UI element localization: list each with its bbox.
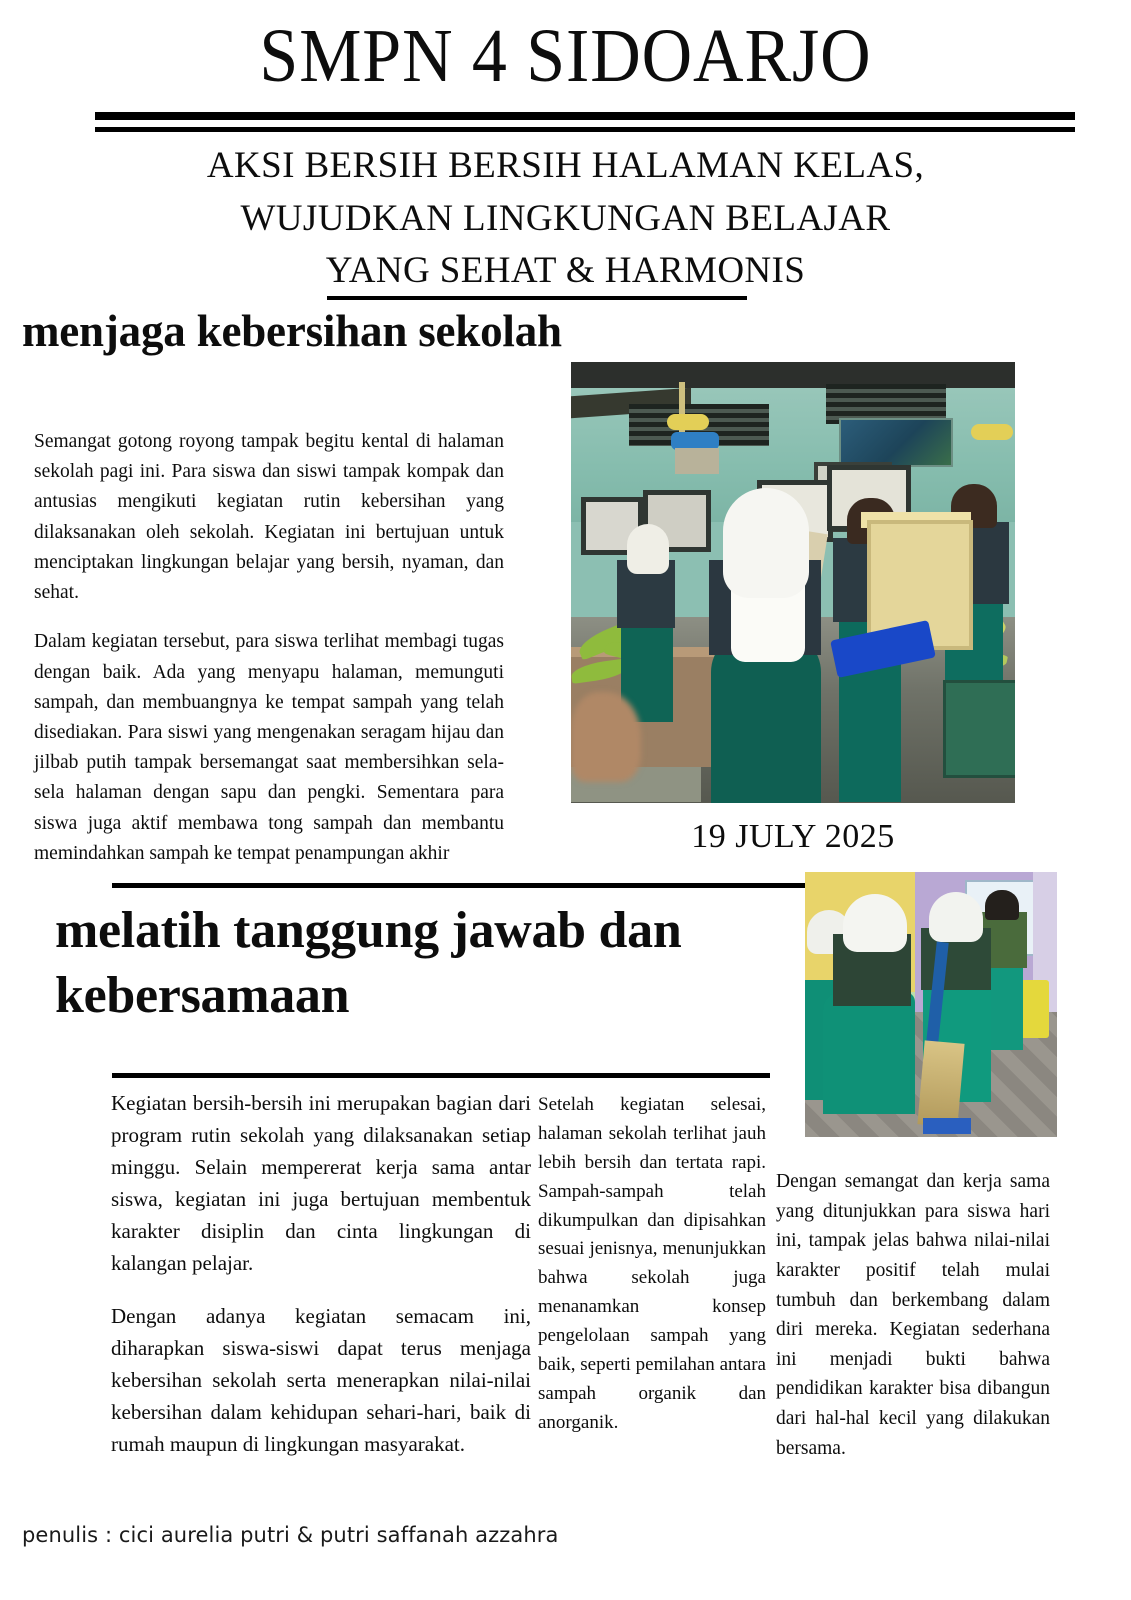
article-1-photo [571, 362, 1015, 803]
article-2-column-right [776, 1167, 1050, 1463]
page-title: SMPN 4 SIDOARJO [259, 14, 872, 98]
article-1-headline: menjaga kebersihan sekolah [22, 306, 562, 356]
masthead-divider-thin [95, 127, 1075, 132]
subtitle-line-2: WUJUDKAN LINGKUNGAN BELAJAR [240, 197, 891, 239]
article-1-date: 19 JULY 2025 [691, 818, 895, 855]
subtitle-divider [327, 296, 747, 300]
subtitle-line-1: AKSI BERSIH BERSIH HALAMAN KELAS, [206, 145, 925, 186]
masthead-subtitle [0, 140, 1131, 298]
article-2-left-paragraph-2: Dengan adanya kegiatan semacam ini, diharapkan siswa-siswi dapat terus menjaga kebersihan sekolah serta menerapkan nilai-nilai kebersihan dalam kehidupan sehari-hari, baik di rumah maupun di lingkungan masyarakat. [111, 1304, 531, 1457]
article-2-headline: melatih tanggung jawab dan kebersamaan [55, 902, 682, 1024]
article-2-divider [112, 1073, 770, 1078]
article-2-left-paragraph-1: Kegiatan bersih-bersih ini merupakan bagian dari program rutin sekolah yang dilaksanakan setiap minggu. Selain mempererat kerja sama antar siswa, kegiatan ini juga bertujuan membentuk karakter disiplin dan cinta lingkungan di kalangan pelajar. [111, 1091, 531, 1275]
article-2-column-middle [538, 1091, 766, 1438]
article-1-paragraph-2: Dalam kegiatan tersebut, para siswa terlihat membagi tugas dengan baik. Ada yang menyapu halaman, memunguti sampah, dan membuangnya ke tempat sampah yang telah disediakan. Para siswi yang mengenakan seragam hijau dan jilbab putih tampak bersemangat saat membersihkan sela-sela halaman dengan sapu dan pengki. Sementara para siswa juga aktif membawa tong sampah dan membantu memindahkan sampah ke tempat penampungan akhir [34, 631, 504, 864]
article-2-column-left [111, 1088, 531, 1461]
masthead-divider-gap [95, 120, 1075, 127]
article-2-right-paragraph-1: Dengan semangat dan kerja sama yang ditunjukkan para siswa hari ini, tampak jelas bahwa nilai-nilai karakter positif telah mulai tumbuh dan berkembang dalam diri mereka. Kegiatan sederhana ini menjadi bukti bahwa pendidikan karakter bisa dibangun dari hal-hal kecil yang dilakukan bersama. [776, 1171, 1050, 1459]
article-2-photo [805, 872, 1057, 1137]
author-byline: penulis : cici aurelia putri & putri saffanah azzahra [22, 1523, 559, 1547]
masthead-divider [95, 112, 1075, 132]
article-1-paragraph-1: Semangat gotong royong tampak begitu kental di halaman sekolah pagi ini. Para siswa dan siswi tampak kompak dan antusias mengikuti kegiatan rutin kebersihan yang dilaksanakan oleh sekolah. Kegiatan ini bertujuan untuk menciptakan lingkungan belajar yang bersih, nyaman, dan sehat. [34, 431, 504, 604]
masthead [0, 14, 1131, 98]
masthead-divider-thick [95, 112, 1075, 120]
article-2-middle-paragraph-1: Setelah kegiatan selesai, halaman sekolah terlihat jauh lebih bersih dan tertata rapi. Sampah-sampah telah dikumpulkan dan dipisahkan sesuai jenisnya, menunjukkan bahwa sekolah juga menanamkan konsep pengelolaan sampah yang baik, seperti pemilahan antara sampah organik dan anorganik. [538, 1094, 766, 1433]
article-1-body [34, 427, 504, 869]
subtitle-line-3: YANG SEHAT & HARMONIS [325, 250, 806, 292]
